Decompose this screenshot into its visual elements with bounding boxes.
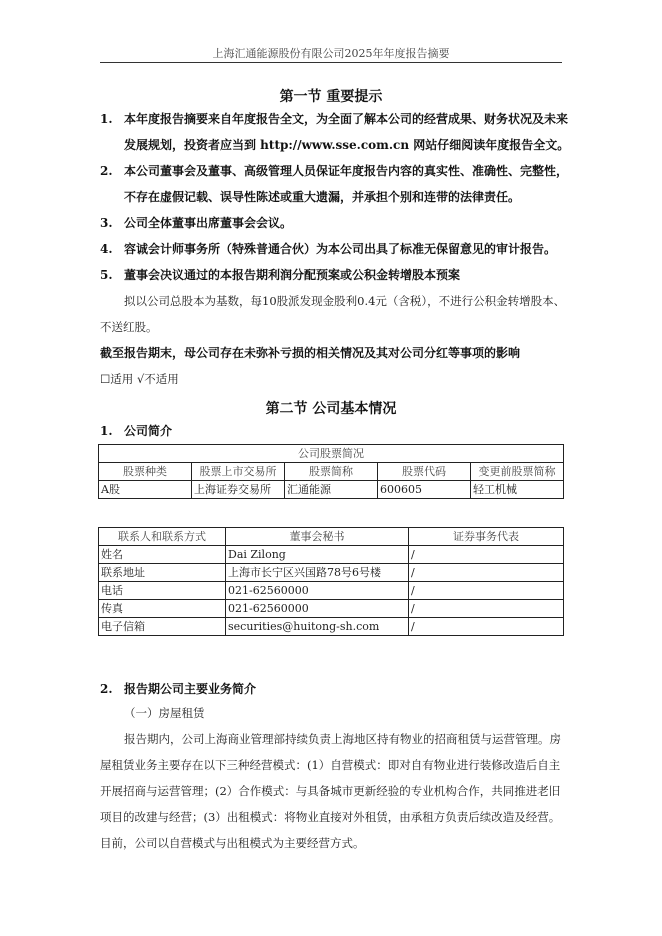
item-2-line-2: 不存在虚假记载、误导性陈述或重大遗漏，并承担个别和连带的法律责任。 (124, 190, 521, 204)
item-1-line-2: 发展规划，投资者应当到 http://www.sse.com.cn 网站仔细阅读年度报告全文。 (124, 138, 570, 152)
stock-cell-code: 600605 (378, 481, 471, 499)
stock-info-table (98, 444, 564, 499)
item-4-number: 4. (100, 242, 113, 256)
contact-header-secretary: 董事会秘书 (226, 528, 409, 546)
rental-para-line-4: 项目的改建与经营；(3）出租模式：将物业直接对外租赁，由承租方负责后续改造及经营。 (100, 810, 561, 824)
table-row (99, 600, 564, 618)
item-3-line-1: 公司全体董事出席董事会会议。 (124, 216, 293, 230)
contact-secretary-address: 上海市长宁区兴国路78号6号楼 (226, 564, 409, 582)
dividend-line-1: 拟以公司总股本为基数，每10股派发现金股利0.4元（含税），不进行公积金转增股本、 (124, 294, 566, 308)
contact-label-email: 电子信箱 (99, 618, 226, 636)
item-4-line-1: 容诚会计师事务所（特殊普通合伙）为本公司出具了标准无保留意见的审计报告。 (124, 242, 557, 256)
contact-header-representative: 证券事务代表 (409, 528, 564, 546)
company-profile-heading: 公司简介 (124, 424, 173, 438)
rental-para-line-3: 开展招商与运营管理；(2）合作模式：与具备城市更新经验的专业机构合作，共同推进老旧 (100, 784, 561, 798)
rental-para-line-2: 屋租赁业务主要存在以下三种经营模式：(1）自营模式：即对自有物业进行装修改造后自主 (100, 758, 561, 772)
deficit-heading: 截至报告期末，母公司存在未弥补亏损的相关情况及其对公司分红等事项的影响 (100, 346, 521, 360)
stock-header-code: 股票代码 (378, 463, 471, 481)
page-header: 上海汇通能源股份有限公司2025年年度报告摘要 (212, 47, 450, 60)
contact-rep-address: / (409, 564, 564, 582)
contact-rep-fax: / (409, 600, 564, 618)
contact-rep-email: / (409, 618, 564, 636)
stock-cell-short-name: 汇通能源 (285, 481, 378, 499)
contact-rep-phone: / (409, 582, 564, 600)
contact-secretary-name: Dai Zilong (226, 546, 409, 564)
header-divider (100, 62, 562, 63)
dividend-line-2: 不送红股。 (100, 320, 158, 334)
contact-header-label: 联系人和联系方式 (99, 528, 226, 546)
item-3-number: 3. (100, 216, 113, 230)
stock-cell-exchange: 上海证券交易所 (192, 481, 285, 499)
contact-label-address: 联系地址 (99, 564, 226, 582)
business-overview-heading: 报告期公司主要业务简介 (124, 682, 257, 696)
contact-secretary-phone: 021-62560000 (226, 582, 409, 600)
item-2-line-1: 本公司董事会及董事、高级管理人员保证年度报告内容的真实性、准确性、完整性， (124, 164, 569, 178)
contact-label-fax: 传真 (99, 600, 226, 618)
rental-subheading: （一）房屋租赁 (124, 706, 205, 720)
item-1-number: 1. (100, 112, 113, 126)
stock-header-short-name: 股票简称 (285, 463, 378, 481)
stock-header-type: 股票种类 (99, 463, 192, 481)
stock-cell-former-name: 轻工机械 (471, 481, 564, 499)
contact-secretary-fax: 021-62560000 (226, 600, 409, 618)
contact-label-phone: 电话 (99, 582, 226, 600)
item-1-line-1: 本年度报告摘要来自年度报告全文，为全面了解本公司的经营成果、财务状况及未来 (124, 112, 569, 126)
table-row (99, 546, 564, 564)
item-2-number: 2. (100, 164, 113, 178)
section-1-title: 第一节 重要提示 (279, 89, 383, 105)
contact-info-table (98, 527, 564, 636)
contact-rep-name: / (409, 546, 564, 564)
stock-cell-type: A股 (99, 481, 192, 499)
table-row (99, 582, 564, 600)
table-row (99, 618, 564, 636)
section-2-title: 第二节 公司基本情况 (265, 401, 397, 417)
stock-header-exchange: 股票上市交易所 (192, 463, 285, 481)
section-2-item-1-number: 1. (100, 424, 113, 438)
rental-para-line-1: 报告期内，公司上海商业管理部持续负责上海地区持有物业的招商租赁与运营管理。房 (124, 732, 561, 746)
rental-para-line-5: 目前，公司以自营模式与出租模式为主要经营方式。 (100, 836, 365, 850)
applicability-checkbox: ☐适用 √不适用 (100, 372, 179, 386)
table-row (99, 564, 564, 582)
item-5-number: 5. (100, 268, 113, 282)
stock-table-caption: 公司股票简况 (99, 445, 564, 463)
stock-header-former-name: 变更前股票简称 (471, 463, 564, 481)
section-2-item-2-number: 2. (100, 682, 113, 696)
contact-secretary-email: securities@huitong-sh.com (226, 618, 409, 636)
contact-label-name: 姓名 (99, 546, 226, 564)
item-5-line-1: 董事会决议通过的本报告期利润分配预案或公积金转增股本预案 (124, 268, 461, 282)
